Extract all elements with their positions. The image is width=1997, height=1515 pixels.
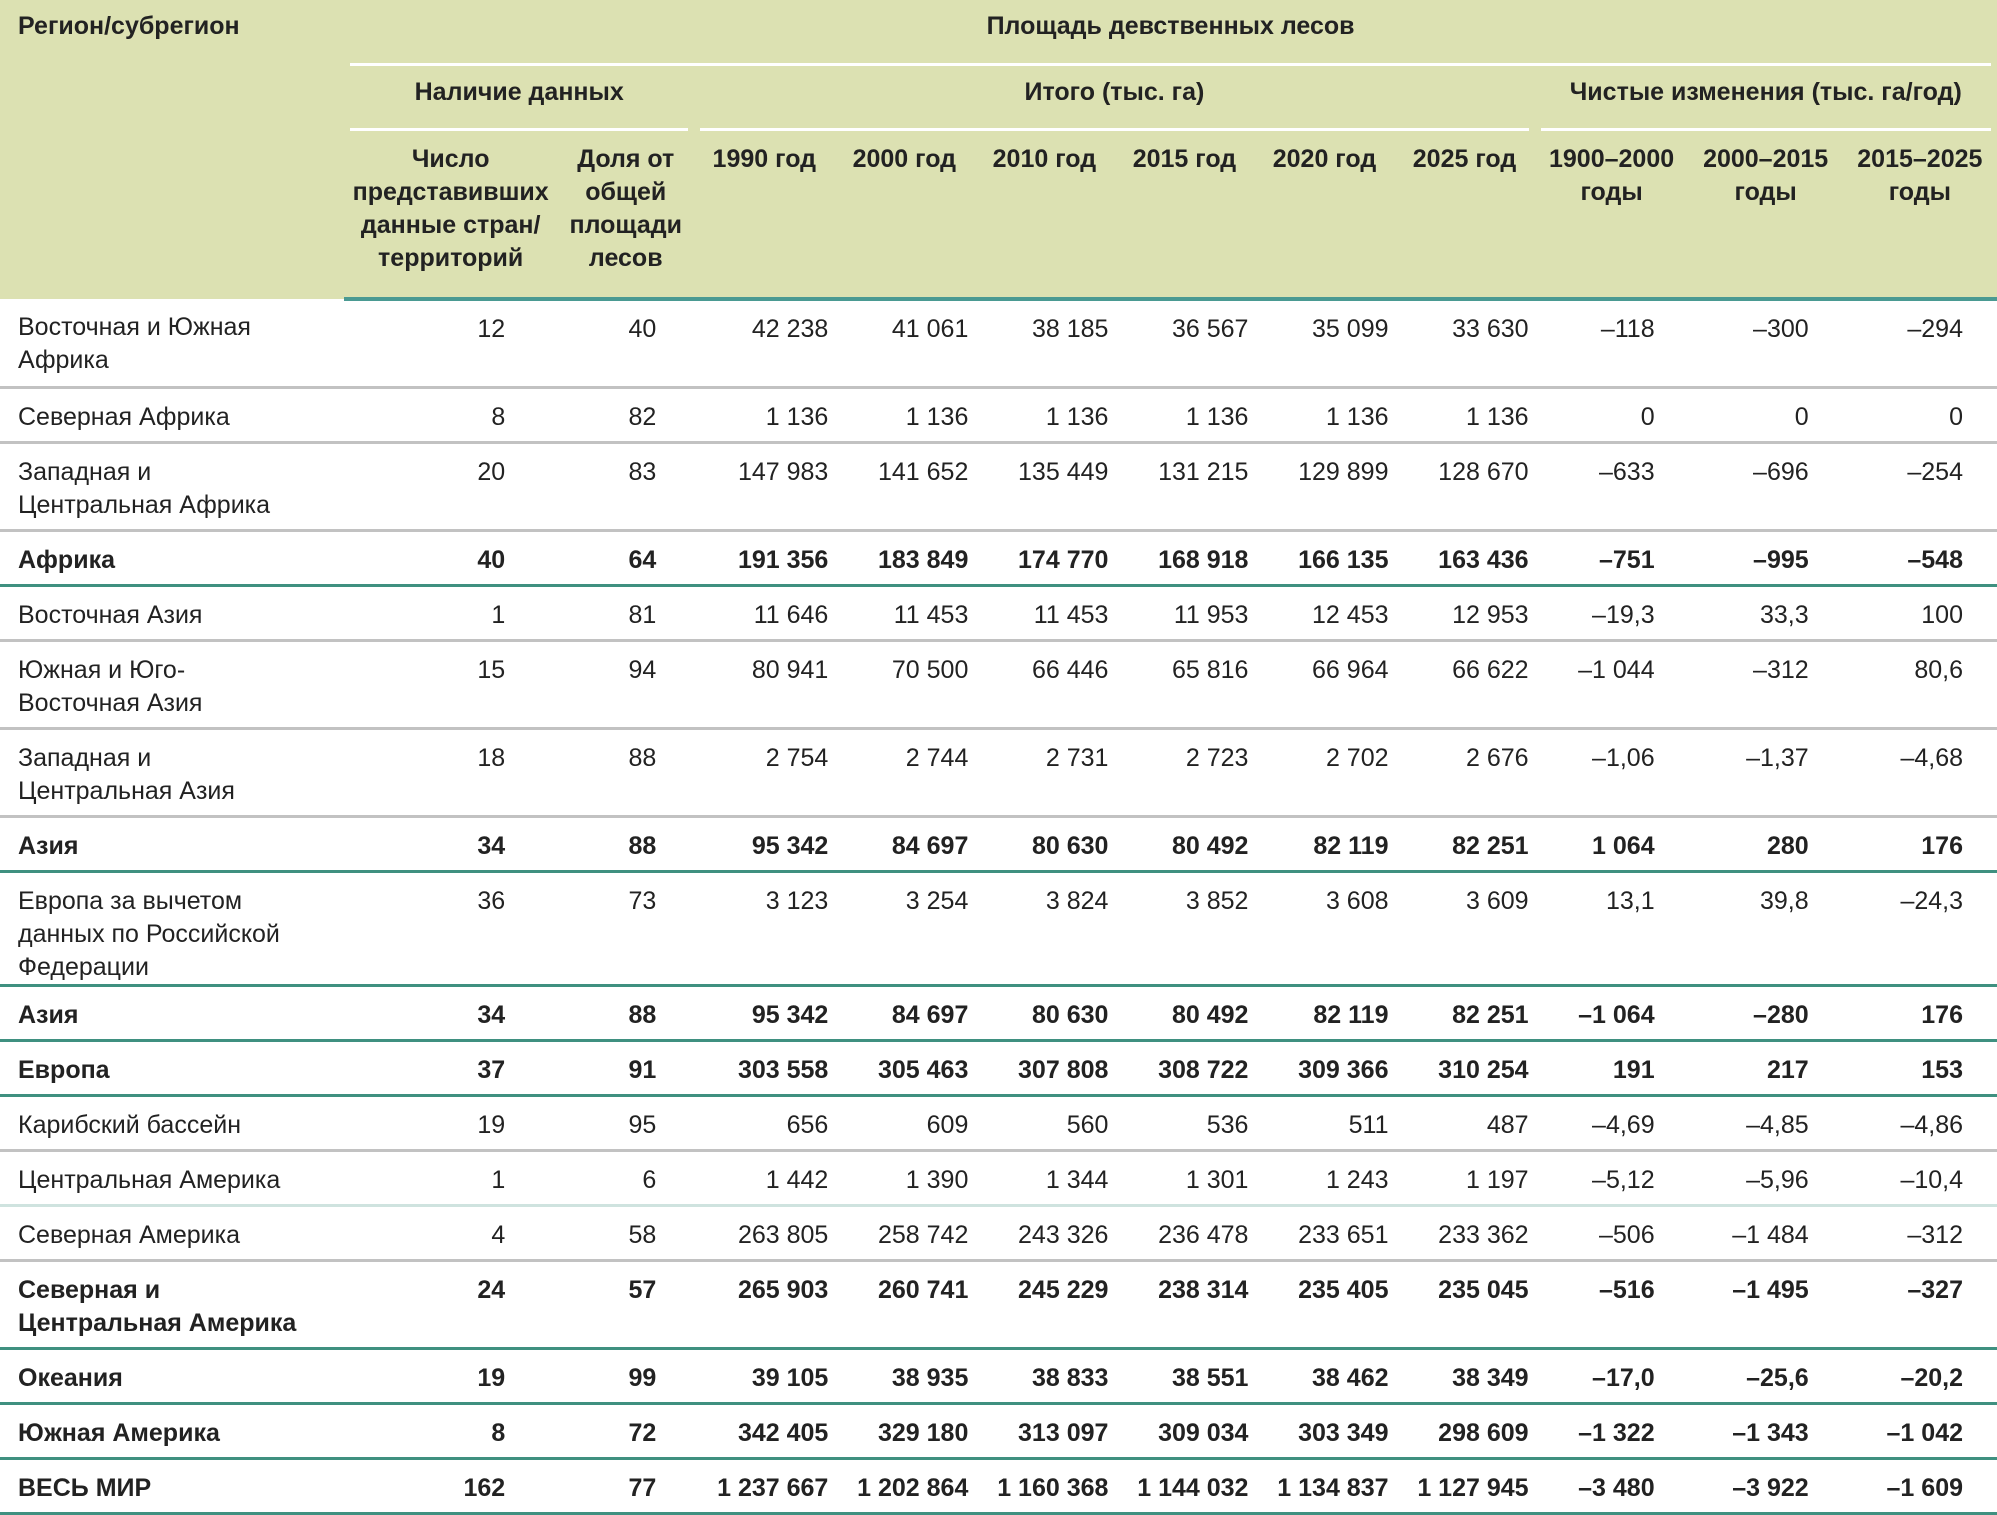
cell-value: 82 119 [1254,816,1394,871]
cell-value: 128 670 [1395,442,1535,530]
cell-value: 20 [344,442,557,530]
cell-value: 2 731 [974,728,1114,816]
region-name: Центральная Америка [0,1150,344,1205]
cell-value: 33,3 [1689,585,1843,640]
cell-value: 235 405 [1254,1260,1394,1348]
cell-value: –312 [1689,640,1843,728]
cell-value: –5,96 [1689,1150,1843,1205]
cell-value: 66 964 [1254,640,1394,728]
cell-value: 131 215 [1114,442,1254,530]
cell-value: 82 251 [1395,985,1535,1040]
table-row [0,1403,1997,1458]
column-label: 1900–2000 годы [1549,145,1675,206]
cell-value: 191 356 [694,530,834,585]
cell-value: 303 558 [694,1040,834,1095]
cell-value: 88 [557,816,694,871]
cell-value: 77 [557,1458,694,1513]
cell-value: 38 833 [974,1348,1114,1403]
cell-value: 656 [694,1095,834,1150]
cell-value: –1 042 [1843,1403,1997,1458]
column-label: 2000 год [852,145,957,173]
cell-value: 80,6 [1843,640,1997,728]
cell-value: 70 500 [834,640,974,728]
cell-value: 36 567 [1114,299,1254,387]
cell-value: 307 808 [974,1040,1114,1095]
cell-value: 1 390 [834,1150,974,1205]
cell-value: 82 [557,387,694,442]
cell-value: 166 135 [1254,530,1394,585]
cell-value: 3 852 [1114,871,1254,985]
cell-value: 176 [1843,985,1997,1040]
cell-value: 40 [557,299,694,387]
cell-value: –633 [1535,442,1689,530]
cell-value: –1 044 [1535,640,1689,728]
cell-value: 310 254 [1395,1040,1535,1095]
column-header-1990 [694,131,834,299]
cell-value: 280 [1689,816,1843,871]
cell-value: 303 349 [1254,1403,1394,1458]
cell-value: 80 941 [694,640,834,728]
cell-value: 100 [1843,585,1997,640]
cell-value: 80 630 [974,985,1114,1040]
cell-value: 38 349 [1395,1348,1535,1403]
column-header-2020 [1254,131,1394,299]
cell-value: 4 [344,1205,557,1260]
table-row [0,1458,1997,1513]
cell-value: 560 [974,1095,1114,1150]
cell-value: –4,69 [1535,1095,1689,1150]
group-header-availability [344,66,694,131]
cell-value: 243 326 [974,1205,1114,1260]
column-label: Доля от общей площади лесов [569,145,682,272]
cell-value: 1 197 [1395,1150,1535,1205]
cell-value: –1 495 [1689,1260,1843,1348]
table-row [0,1150,1997,1205]
cell-value: –4,86 [1843,1095,1997,1150]
cell-value: 233 651 [1254,1205,1394,1260]
cell-value: 64 [557,530,694,585]
region-name: Северная Африка [0,387,344,442]
cell-value: 91 [557,1040,694,1095]
region-name: Северная и Центральная Америка [0,1260,344,1348]
cell-value: 1 243 [1254,1150,1394,1205]
main-group-label: Площадь девственных лесов [986,12,1355,40]
cell-value: 38 935 [834,1348,974,1403]
cell-value: 11 646 [694,585,834,640]
cell-value: –1,37 [1689,728,1843,816]
cell-value: 39,8 [1689,871,1843,985]
cell-value: 1 144 032 [1114,1458,1254,1513]
column-header-region [0,0,344,299]
cell-value: 235 045 [1395,1260,1535,1348]
cell-value: 0 [1535,387,1689,442]
total-group-label: Итого (тыс. га) [1024,78,1205,106]
column-header-2015 [1114,131,1254,299]
cell-value: –24,3 [1843,871,1997,985]
cell-value: 147 983 [694,442,834,530]
cell-value: 1 136 [834,387,974,442]
column-label: 1990 год [712,145,817,173]
cell-value: 1 301 [1114,1150,1254,1205]
cell-value: 0 [1689,387,1843,442]
cell-value: 65 816 [1114,640,1254,728]
cell-value: 3 608 [1254,871,1394,985]
header-divider [350,128,688,131]
group-header-change [1535,66,1997,131]
cell-value: 36 [344,871,557,985]
cell-value: 11 453 [974,585,1114,640]
cell-value: 80 492 [1114,816,1254,871]
table-row [0,1205,1997,1260]
region-name: Северная Америка [0,1205,344,1260]
cell-value: –995 [1689,530,1843,585]
cell-value: –254 [1843,442,1997,530]
cell-value: 8 [344,387,557,442]
table-header [0,0,1997,299]
cell-value: 260 741 [834,1260,974,1348]
cell-value: 39 105 [694,1348,834,1403]
cell-value: 33 630 [1395,299,1535,387]
cell-value: –19,3 [1535,585,1689,640]
column-header-countries [344,131,557,299]
cell-value: 168 918 [1114,530,1254,585]
cell-value: 38 185 [974,299,1114,387]
table-row [0,299,1997,387]
cell-value: 536 [1114,1095,1254,1150]
cell-value: 57 [557,1260,694,1348]
table-row [0,530,1997,585]
region-name: Западная и Центральная Азия [0,728,344,816]
cell-value: 1 136 [974,387,1114,442]
table-row [0,442,1997,530]
cell-value: 183 849 [834,530,974,585]
region-name: Африка [0,530,344,585]
table-row [0,1260,1997,1348]
header-divider [700,128,1528,131]
region-name: Западная и Центральная Африка [0,442,344,530]
cell-value: 1 136 [1395,387,1535,442]
cell-value: 41 061 [834,299,974,387]
region-name: Азия [0,985,344,1040]
cell-value: 263 805 [694,1205,834,1260]
column-header-share [557,131,694,299]
cell-value: –751 [1535,530,1689,585]
cell-value: –516 [1535,1260,1689,1348]
table-row [0,387,1997,442]
cell-value: 99 [557,1348,694,1403]
cell-value: 19 [344,1095,557,1150]
cell-value: –1,06 [1535,728,1689,816]
table-row [0,816,1997,871]
column-header-change-2015-2025 [1843,131,1997,299]
region-name: Карибский бассейн [0,1095,344,1150]
cell-value: 42 238 [694,299,834,387]
cell-value: –1 609 [1843,1458,1997,1513]
cell-value: 34 [344,985,557,1040]
column-header-2000 [834,131,974,299]
cell-value: 1 202 864 [834,1458,974,1513]
table-row [0,1040,1997,1095]
cell-value: –25,6 [1689,1348,1843,1403]
region-name: Азия [0,816,344,871]
cell-value: 38 551 [1114,1348,1254,1403]
column-label: 2025 год [1412,145,1517,173]
cell-value: 38 462 [1254,1348,1394,1403]
cell-value: 84 697 [834,985,974,1040]
column-label: 2015–2025 годы [1857,145,1983,206]
cell-value: 15 [344,640,557,728]
region-name: Европа за вычетом данных по Российской Федерации [0,871,344,985]
table-row [0,585,1997,640]
cell-value: 1 160 368 [974,1458,1114,1513]
cell-value: 12 953 [1395,585,1535,640]
cell-value: 233 362 [1395,1205,1535,1260]
cell-value: –506 [1535,1205,1689,1260]
cell-value: –300 [1689,299,1843,387]
region-name: Южная и Юго-Восточная Азия [0,640,344,728]
region-name: Южная Америка [0,1403,344,1458]
cell-value: 245 229 [974,1260,1114,1348]
column-header-2010 [974,131,1114,299]
cell-value: 2 702 [1254,728,1394,816]
group-header-primary-forest [344,0,1997,66]
cell-value: 80 630 [974,816,1114,871]
cell-value: 238 314 [1114,1260,1254,1348]
cell-value: 329 180 [834,1403,974,1458]
cell-value: –280 [1689,985,1843,1040]
cell-value: 1 344 [974,1150,1114,1205]
cell-value: 1 [344,1150,557,1205]
column-label: 2000–2015 годы [1703,145,1829,206]
cell-value: 40 [344,530,557,585]
cell-value: 3 254 [834,871,974,985]
cell-value: 82 251 [1395,816,1535,871]
cell-value: 141 652 [834,442,974,530]
cell-value: 313 097 [974,1403,1114,1458]
column-label: 2020 год [1272,145,1377,173]
cell-value: 1 127 945 [1395,1458,1535,1513]
cell-value: 11 453 [834,585,974,640]
header-divider [1541,128,1991,131]
cell-value: 95 [557,1095,694,1150]
cell-value: –1 064 [1535,985,1689,1040]
cell-value: 217 [1689,1040,1843,1095]
cell-value: 13,1 [1535,871,1689,985]
cell-value: 3 824 [974,871,1114,985]
cell-value: 88 [557,728,694,816]
cell-value: 309 366 [1254,1040,1394,1095]
cell-value: –312 [1843,1205,1997,1260]
table-row [0,1348,1997,1403]
cell-value: 24 [344,1260,557,1348]
column-label: Число представивших данные стран/ территорий [352,145,549,272]
column-header-2025 [1395,131,1535,299]
cell-value: 95 342 [694,816,834,871]
change-group-label: Чистые изменения (тыс. га/год) [1569,78,1962,106]
table-row [0,985,1997,1040]
cell-value: –118 [1535,299,1689,387]
cell-value: 12 [344,299,557,387]
availability-group-label: Наличие данных [414,78,624,106]
table-row [0,640,1997,728]
cell-value: 308 722 [1114,1040,1254,1095]
cell-value: 236 478 [1114,1205,1254,1260]
cell-value: 1 134 837 [1254,1458,1394,1513]
cell-value: –17,0 [1535,1348,1689,1403]
table-row [0,728,1997,816]
region-name: Европа [0,1040,344,1095]
cell-value: –327 [1843,1260,1997,1348]
region-name: Восточная Азия [0,585,344,640]
cell-value: 6 [557,1150,694,1205]
cell-value: –3 480 [1535,1458,1689,1513]
region-name: Океания [0,1348,344,1403]
cell-value: 11 953 [1114,585,1254,640]
cell-value: 18 [344,728,557,816]
cell-value: 12 453 [1254,585,1394,640]
cell-value: 176 [1843,816,1997,871]
cell-value: –5,12 [1535,1150,1689,1205]
cell-value: –1 484 [1689,1205,1843,1260]
cell-value: 84 697 [834,816,974,871]
cell-value: –3 922 [1689,1458,1843,1513]
cell-value: 511 [1254,1095,1394,1150]
cell-value: –696 [1689,442,1843,530]
cell-value: 265 903 [694,1260,834,1348]
cell-value: 3 609 [1395,871,1535,985]
cell-value: 82 119 [1254,985,1394,1040]
cell-value: 153 [1843,1040,1997,1095]
region-name: ВЕСЬ МИР [0,1458,344,1513]
table-row [0,1095,1997,1150]
cell-value: 34 [344,816,557,871]
cell-value: 1 136 [694,387,834,442]
cell-value: 1 237 667 [694,1458,834,1513]
cell-value: 88 [557,985,694,1040]
cell-value: 1 064 [1535,816,1689,871]
region-label: Регион/субрегион [18,12,240,40]
cell-value: 305 463 [834,1040,974,1095]
cell-value: 3 123 [694,871,834,985]
cell-value: 1 136 [1114,387,1254,442]
cell-value: –20,2 [1843,1348,1997,1403]
group-header-total [694,66,1534,131]
cell-value: –1 322 [1535,1403,1689,1458]
region-name: Восточная и Южная Африка [0,299,344,387]
cell-value: 162 [344,1458,557,1513]
cell-value: 83 [557,442,694,530]
cell-value: 72 [557,1403,694,1458]
cell-value: 174 770 [974,530,1114,585]
cell-value: 163 436 [1395,530,1535,585]
cell-value: 2 744 [834,728,974,816]
cell-value: 81 [557,585,694,640]
cell-value: 80 492 [1114,985,1254,1040]
cell-value: 0 [1843,387,1997,442]
column-label: 2010 год [992,145,1097,173]
cell-value: 19 [344,1348,557,1403]
cell-value: –4,85 [1689,1095,1843,1150]
cell-value: 73 [557,871,694,985]
column-label: 2015 год [1132,145,1237,173]
cell-value: 8 [344,1403,557,1458]
cell-value: 58 [557,1205,694,1260]
cell-value: –548 [1843,530,1997,585]
cell-value: –4,68 [1843,728,1997,816]
cell-value: 298 609 [1395,1403,1535,1458]
cell-value: 35 099 [1254,299,1394,387]
cell-value: –1 343 [1689,1403,1843,1458]
cell-value: 342 405 [694,1403,834,1458]
cell-value: 66 622 [1395,640,1535,728]
cell-value: 258 742 [834,1205,974,1260]
cell-value: –294 [1843,299,1997,387]
column-header-change-1900-2000 [1535,131,1689,299]
cell-value: 309 034 [1114,1403,1254,1458]
column-header-change-2000-2015 [1689,131,1843,299]
cell-value: 2 754 [694,728,834,816]
cell-value: 66 446 [974,640,1114,728]
cell-value: 1 136 [1254,387,1394,442]
cell-value: 2 676 [1395,728,1535,816]
table-body [0,299,1997,1513]
cell-value: 95 342 [694,985,834,1040]
cell-value: 2 723 [1114,728,1254,816]
cell-value: 1 [344,585,557,640]
cell-value: 487 [1395,1095,1535,1150]
cell-value: 609 [834,1095,974,1150]
cell-value: 1 442 [694,1150,834,1205]
cell-value: 135 449 [974,442,1114,530]
table-row [0,871,1997,985]
cell-value: –10,4 [1843,1150,1997,1205]
cell-value: 37 [344,1040,557,1095]
cell-value: 191 [1535,1040,1689,1095]
cell-value: 129 899 [1254,442,1394,530]
cell-value: 94 [557,640,694,728]
